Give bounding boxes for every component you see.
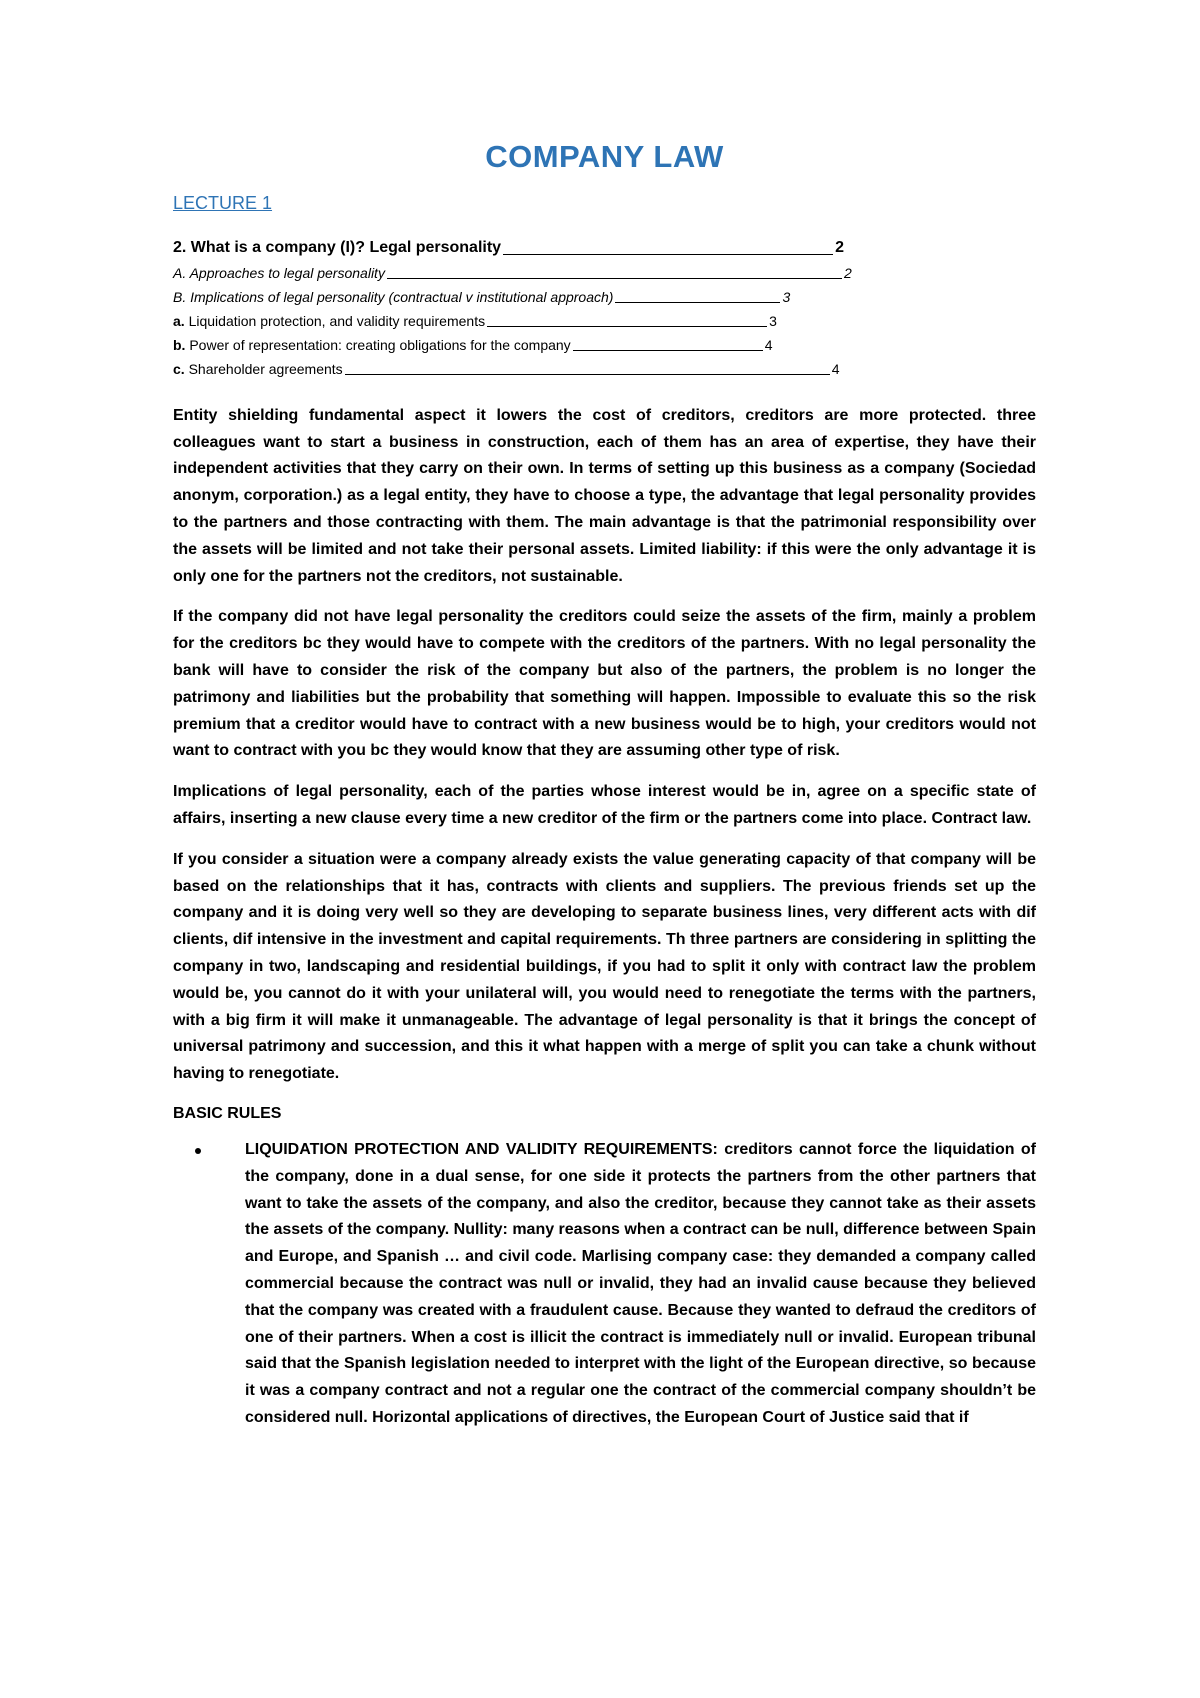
toc-leader-line [573, 350, 763, 351]
basic-rules-heading: BASIC RULES [173, 1104, 282, 1122]
lecture-heading: LECTURE 1 [173, 193, 273, 214]
document-content [173, 138, 1036, 1432]
body-paragraph: Implications of legal personality, each of the parties whose interest would be in, agree on a specific state of affairs, inserting a new clause every time a new creditor of the firm or the partners come into place. Contract law. [173, 783, 1036, 827]
toc-entry[interactable] [173, 309, 1036, 333]
toc-entry-page: 4 [831, 360, 840, 377]
body-paragraph: Entity shielding fundamental aspect it lowers the cost of creditors, creditors are more protected. three colleagues want to start a business in construction, each of them has an area of expertise, they have their independent activities that they carry on their own. In terms of setting up this business as a company (Sociedad anonym, corporation.) as a legal entity, they have to choose a type, the advantage that legal personality provides to the partners and those contracting with them. The main advantage is that the patrimonial responsibility over the assets will be limited and not take their personal assets. Limited liability: if this were the only advantage it is only one for the partners not the creditors, not sustainable. [173, 406, 1036, 585]
toc-entry-text: B. Implications of legal personality (contractual v institutional approach) [173, 288, 614, 305]
toc-entry-letter: b. [173, 336, 186, 353]
body-paragraph: If you consider a situation were a company already exists the value generating capacity of that company will be based on the relationships that it has, contracts with clients and suppliers. The previous friends set up the company and it is doing very well so they are developing to separate business lines, very different acts with dif clients, dif intensive in the investment and capital requirements. Th three partners are considering in splitting the company in two, landscaping and residential buildings, if you had to split it only with contract law the problem would be, you cannot do it with your unilateral will, you would need to renegotiate the terms with the partners, with a big firm it will make it unmanageable. The advantage of legal personality is that it brings the concept of universal patrimony and succession, and this it what happen with a merge of split you can take a chunk without having to renegotiate. [173, 850, 1036, 1083]
toc-entry-text: Liquidation protection, and validity requirements [188, 312, 486, 329]
table-of-contents [173, 235, 1036, 381]
toc-leader-line [503, 254, 833, 255]
toc-entry-page: 2 [835, 238, 844, 256]
toc-leader-line [387, 278, 842, 279]
toc-entry-page: 2 [843, 264, 852, 281]
toc-entry-text: Power of representation: creating obligations for the company [189, 336, 571, 353]
toc-leader-line [345, 374, 830, 375]
toc-entry-text: A. Approaches to legal personality [173, 264, 385, 281]
toc-entry-page: 4 [764, 336, 773, 353]
toc-entry[interactable] [173, 333, 1036, 357]
list-item [245, 1137, 1036, 1432]
toc-leader-line [487, 326, 767, 327]
toc-entry-text: 2. What is a company (I)? Legal personality [173, 238, 502, 256]
toc-entry[interactable] [173, 235, 1036, 261]
list-item-text: LIQUIDATION PROTECTION AND VALIDITY REQUIREMENTS: creditors cannot force the liquidation of the company, done in a dual sense, for one side it protects the partners from the other partners that want to take the assets of the company, and also the creditor, because they cannot take as their assets the assets of the company. Nullity: many reasons when a contract can be null, difference between Spain and Europe, and Spanish … and civil code. Marlising company case: they demanded a company called commercial because the contract was null or invalid, they had an invalid cause because they believed that the company was created with a fraudulent cause. Because they wanted to defraud the creditors of one of their partners. When a cost is illicit the contract is immediately null or invalid. European tribunal said that the Spanish legislation needed to interpret with the light of the European directive, so because it was a company contract and not a regular one the contract of the commercial company shouldn’t be considered null. Horizontal applications of directives, the European Court of Justice said that if [245, 1141, 1037, 1427]
toc-entry[interactable] [173, 285, 1036, 309]
toc-entry[interactable] [173, 261, 1036, 285]
toc-entry-page: 3 [782, 288, 791, 305]
document-title: COMPANY LAW [485, 139, 724, 174]
toc-entry[interactable] [173, 357, 1036, 381]
toc-entry-letter: a. [173, 312, 185, 329]
toc-entry-letter: c. [173, 360, 185, 377]
basic-rules-list [173, 1137, 1036, 1432]
toc-entry-page: 3 [769, 312, 777, 329]
bullet-icon [195, 1148, 201, 1154]
body-paragraph: If the company did not have legal personality the creditors could seize the assets of the firm, mainly a problem for the creditors bc they would have to compete with the creditors of the partners. With no legal personality the bank will have to consider the risk of the company but also of the partners, the problem is no longer the patrimony and liabilities but the probability that something will happen. Impossible to evaluate this so the risk premium that a creditor would have to contract with a new business would be to high, your creditors would not want to contract with you bc they would know that they are assuming other type of risk. [173, 608, 1036, 760]
toc-entry-text: Shareholder agreements [188, 360, 343, 377]
toc-leader-line [615, 302, 780, 303]
